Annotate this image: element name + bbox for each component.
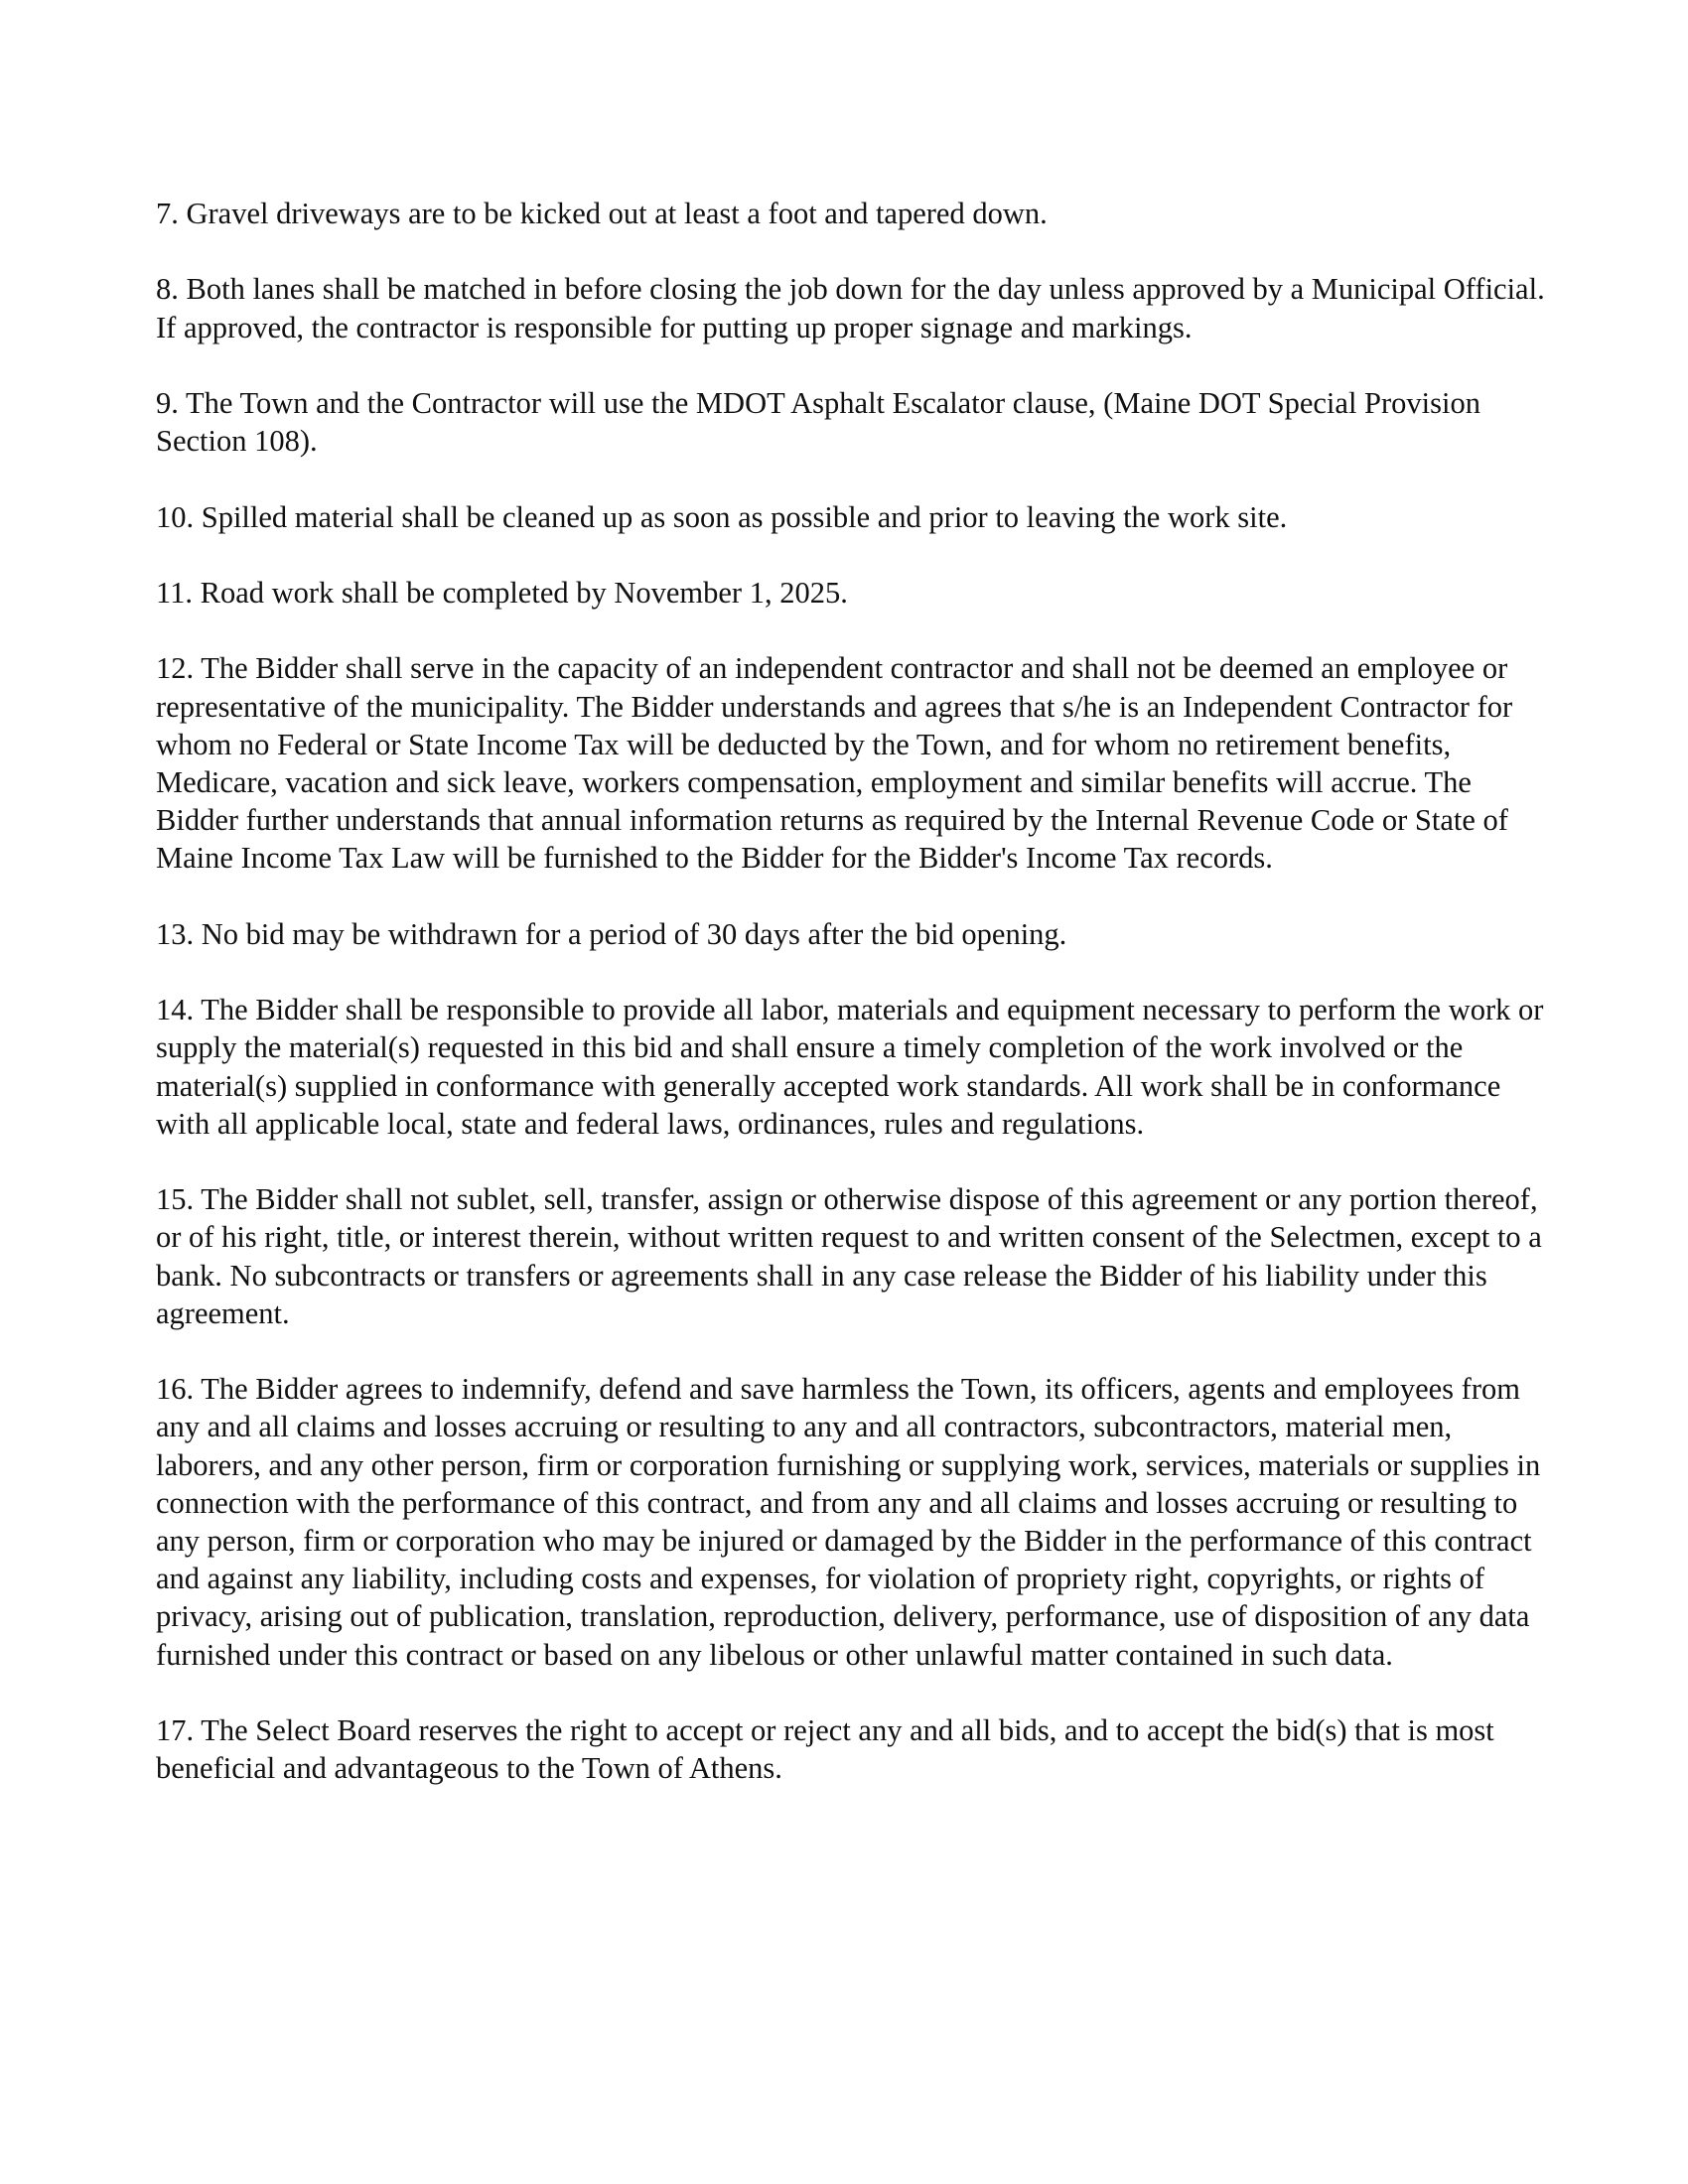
clause-11: 11. Road work shall be completed by November 1, 2025.	[156, 575, 848, 610]
clause-15: 15. The Bidder shall not sublet, sell, transfer, assign or otherwise dispose of this agreement or any portion thereof, or of his right, title, or interest therein, without written request to and written consent of the Selectmen, except to a bank. No subcontracts or transfers or agreements shall in any case release the Bidder of his liability under this agreement.	[156, 1182, 1542, 1330]
clause-9: 9. The Town and the Contractor will use the MDOT Asphalt Escalator clause, (Maine DOT Special Provision Section 108).	[156, 385, 1480, 459]
clause-10: 10. Spilled material shall be cleaned up as soon as possible and prior to leaving the work site.	[156, 499, 1288, 534]
clause-16: 16. The Bidder agrees to indemnify, defend and save harmless the Town, its officers, agents and employees from any and all claims and losses accruing or resulting to any and all contractors, subcontractors, material men, laborers, and any other person, firm or corporation furnishing or supplying work, services, materials or supplies in connection with the performance of this contract, and from any and all claims and losses accruing or resulting to any person, firm or corporation who may be injured or damaged by the Bidder in the performance of this contract and against any liability, including costs and expenses, for violation of propriety right, copyrights, or rights of privacy, arising out of publication, translation, reproduction, delivery, performance, use of disposition of any data furnished under this contract or based on any libelous or other unlawful matter contained in such data.	[156, 1372, 1541, 1672]
clause-12: 12. The Bidder shall serve in the capacity of an independent contractor and shall not be deemed an employee or representative of the municipality. The Bidder understands and agrees that s/he is an Independent Contractor for whom no Federal or State Income Tax will be deducted by the Town, and for whom no retirement benefits, Medicare, vacation and sick leave, workers compensation, employment and similar benefits will accrue. The Bidder further understands that annual information returns as required by the Internal Revenue Code or State of Maine Income Tax Law will be furnished to the Bidder for the Bidder's Income Tax records.	[156, 651, 1513, 876]
clause-7: 7. Gravel driveways are to be kicked out at least a foot and tapered down.	[156, 197, 1048, 230]
clause-13: 13. No bid may be withdrawn for a period of 30 days after the bid opening.	[156, 916, 1067, 951]
document-page	[156, 195, 1546, 1826]
clause-14: 14. The Bidder shall be responsible to provide all labor, materials and equipment necessary to perform the work or supply the material(s) requested in this bid and shall ensure a timely completion of the work involved or the material(s) supplied in conformance with generally accepted work standards. All work shall be in conformance with all applicable local, state and federal laws, ordinances, rules and regulations.	[156, 993, 1544, 1141]
clause-17: 17. The Select Board reserves the right to accept or reject any and all bids, and to accept the bid(s) that is most beneficial and advantageous to the Town of Athens.	[156, 1712, 1494, 1786]
clause-8: 8. Both lanes shall be matched in before closing the job down for the day unless approved by a Municipal Official. If approved, the contractor is responsible for putting up proper signage and markings.	[156, 272, 1545, 344]
